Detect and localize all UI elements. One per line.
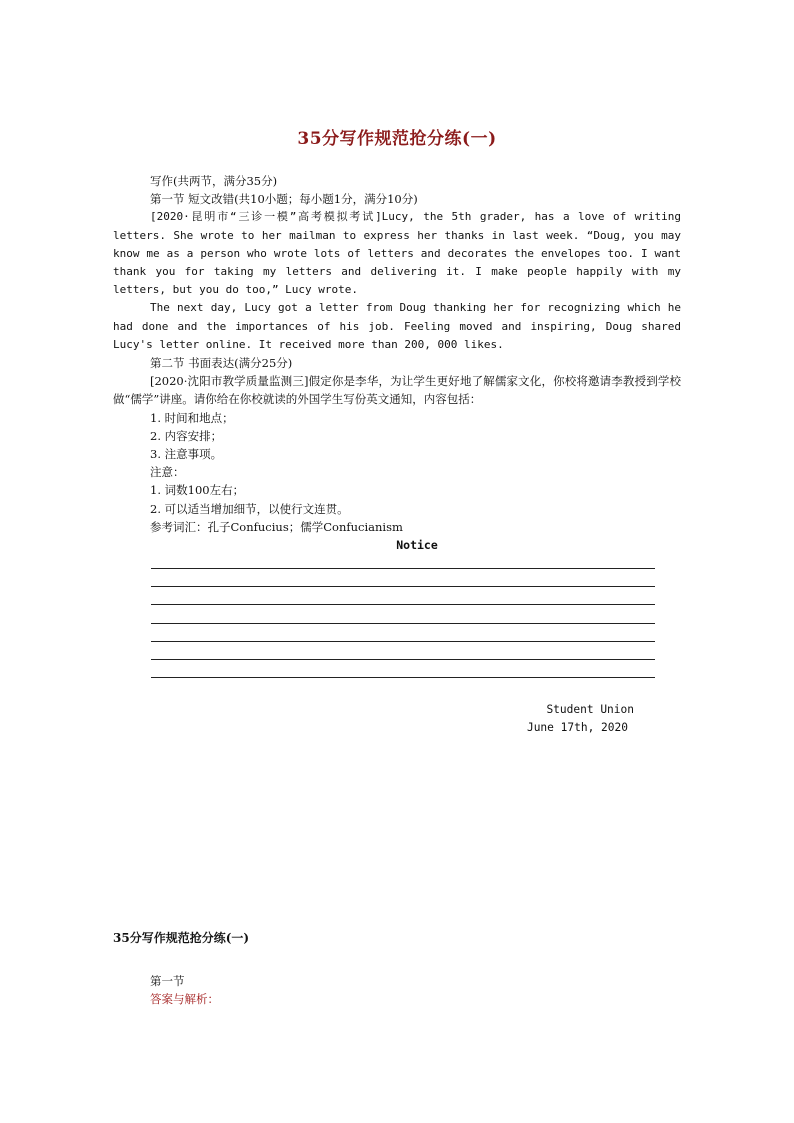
vocabulary-hint: 参考词汇：孔子Confucius；儒学Confucianism: [150, 519, 403, 534]
section1-paragraph2: The next day, Lucy got a letter from Doug thanking her for recognizing which he had done and the importances of his job. Feeling moved and inspiring, Doug shared Lucy's letter online. It received more than 200, 000 likes.: [113, 301, 681, 351]
page-title: 35分写作规范抢分练(一): [297, 129, 497, 149]
writing-line: [151, 586, 655, 604]
notice-title: Notice: [396, 538, 438, 553]
writing-line: [151, 623, 655, 641]
answer-part: [150, 972, 219, 1008]
notice-date: June 17th, 2020: [526, 721, 628, 735]
answer-section-label: 第一节: [150, 974, 185, 988]
notes-label: 注意：: [150, 465, 185, 480]
note-item: 1. 词数100左右；: [150, 483, 245, 498]
notice-signature-block: [527, 701, 634, 737]
writing-header: 写作(共两节，满分35分): [150, 174, 278, 188]
answer-label: 答案与解析：: [150, 992, 219, 1007]
section2-heading: 第二节 书面表达(满分25分): [150, 356, 293, 371]
prompt-item: 2. 内容安排；: [150, 428, 223, 443]
writing-line: [151, 677, 655, 678]
main-content: [113, 172, 681, 554]
writing-lines: [151, 568, 655, 678]
section2-prompt: [2020·沈阳市教学质量监测三]假定你是李华，为让学生更好地了解儒家文化，你校将邀请李教授到学校做“儒学”讲座。请你给在你校就读的外国学生写份英文通知，内容包括：: [113, 374, 681, 407]
prompt-item: 1. 时间和地点；: [150, 410, 234, 425]
writing-line: [151, 604, 655, 622]
section1-paragraph1: [2020·昆明市“三诊一模”高考模拟考试]Lucy, the 5th grader, has a love of writing letters. She wrote to her mailman to express her thanks in last week. “Doug, you may know me as a person who wrote lots of letters and decorates the envelopes too. I want thank you for taking my letters and delivering it. I make people happily with my letters, but you do too,” Lucy wrote.: [113, 210, 681, 297]
prompt-item: 3. 注意事项。: [150, 447, 223, 462]
writing-line: [151, 568, 655, 586]
answer-part-title: 35分写作规范抢分练(一): [113, 931, 250, 945]
signature: Student Union: [546, 703, 634, 716]
writing-line: [151, 659, 655, 677]
writing-line: [151, 641, 655, 659]
section1-heading: 第一节 短文改错(共10小题；每小题1分，满分10分): [150, 192, 418, 207]
note-item: 2. 可以适当增加细节，以使行文连贯。: [150, 501, 349, 516]
